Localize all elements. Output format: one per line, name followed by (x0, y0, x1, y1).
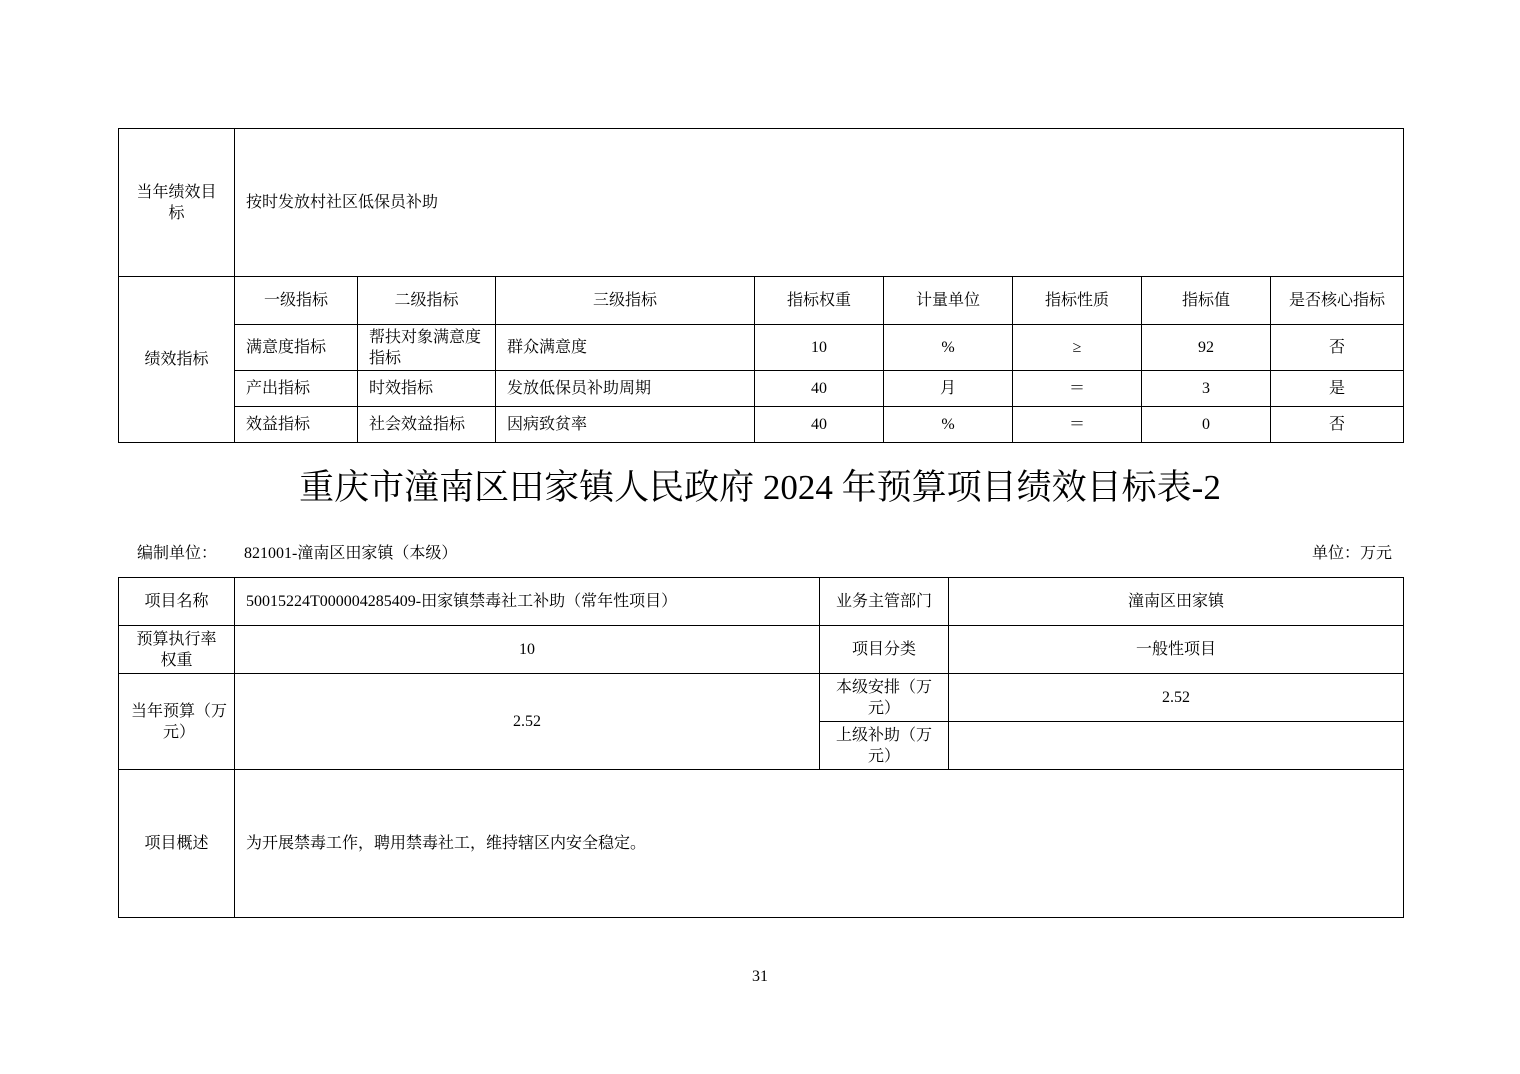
project-name-value: 50015224T000004285409-田家镇禁毒社工补助（常年性项目） (235, 578, 820, 626)
row2-level2: 时效指标 (358, 371, 496, 407)
row3-value: 0 (1142, 407, 1271, 443)
row3-weight: 40 (755, 407, 884, 443)
indicators-label-cell (119, 277, 235, 443)
project-table (118, 577, 1404, 918)
annual-goal-content: 按时发放村社区低保员补助 (246, 194, 439, 211)
header-core: 是否核心指标 (1271, 277, 1404, 325)
row3-level3: 因病致贫率 (496, 407, 755, 443)
row1-level2-cell (358, 325, 496, 371)
category-label: 项目分类 (820, 626, 949, 674)
budget-value: 2.52 (235, 674, 820, 770)
page-title: 重庆市潼南区田家镇人民政府 2024 年预算项目绩效目标表-2 (299, 468, 1221, 507)
row2-level3: 发放低保员补助周期 (496, 371, 755, 407)
superior-label-cell (820, 722, 949, 770)
table-row (119, 407, 1404, 443)
indicators-label: 绩效指标 (144, 351, 209, 368)
header-value: 指标值 (1142, 277, 1271, 325)
local-value: 2.52 (949, 674, 1404, 722)
exec-rate-label: 预算执行率权重 (136, 630, 217, 669)
row3-unit: % (884, 407, 1013, 443)
row2-weight: 40 (755, 371, 884, 407)
row2-core: 是 (1271, 371, 1404, 407)
row2-unit: 月 (884, 371, 1013, 407)
annual-goal-content-cell (235, 129, 1404, 277)
local-label-cell (820, 674, 949, 722)
table-row (119, 371, 1404, 407)
header-nature: 指标性质 (1013, 277, 1142, 325)
row1-core: 否 (1271, 325, 1404, 371)
performance-table-continued (118, 128, 1404, 443)
row2-nature: ＝ (1013, 371, 1142, 407)
row1-level3: 群众满意度 (496, 325, 755, 371)
dept-label: 业务主管部门 (820, 578, 949, 626)
row3-nature: ＝ (1013, 407, 1142, 443)
superior-label: 上级补助（万元） (835, 726, 932, 765)
budget-label: 当年预算（万元） (130, 702, 227, 741)
row1-weight: 10 (755, 325, 884, 371)
page-number: 31 (752, 968, 768, 985)
overview-label: 项目概述 (119, 770, 235, 918)
row1-nature: ≥ (1013, 325, 1142, 371)
exec-rate-value: 10 (235, 626, 820, 674)
row1-value: 92 (1142, 325, 1271, 371)
budget-label-cell (119, 674, 235, 770)
compiler-unit-value: 821001-潼南区田家镇（本级） (244, 545, 458, 562)
header-unit: 计量单位 (884, 277, 1013, 325)
table-row (119, 325, 1404, 371)
exec-rate-label-cell (119, 626, 235, 674)
currency-unit: 单位：万元 (1311, 545, 1392, 562)
header-level1: 一级指标 (235, 277, 358, 325)
row3-level2: 社会效益指标 (358, 407, 496, 443)
superior-value (949, 722, 1404, 770)
row3-core: 否 (1271, 407, 1404, 443)
dept-value: 潼南区田家镇 (949, 578, 1404, 626)
local-label: 本级安排（万元） (835, 678, 932, 717)
annual-goal-label: 当年绩效目标 (136, 183, 217, 222)
compiler-unit-label: 编制单位： (137, 545, 218, 562)
header-level2: 二级指标 (358, 277, 496, 325)
project-name-label: 项目名称 (119, 578, 235, 626)
header-level3: 三级指标 (496, 277, 755, 325)
row3-level1: 效益指标 (235, 407, 358, 443)
header-weight: 指标权重 (755, 277, 884, 325)
row1-unit: % (884, 325, 1013, 371)
row1-level1: 满意度指标 (235, 325, 358, 371)
annual-goal-label-cell (119, 129, 235, 277)
row2-level1: 产出指标 (235, 371, 358, 407)
row1-level2: 帮扶对象满意度指标 (369, 328, 482, 367)
overview-value: 为开展禁毒工作，聘用禁毒社工，维持辖区内安全稳定。 (235, 770, 1404, 918)
row2-value: 3 (1142, 371, 1271, 407)
category-value: 一般性项目 (949, 626, 1404, 674)
